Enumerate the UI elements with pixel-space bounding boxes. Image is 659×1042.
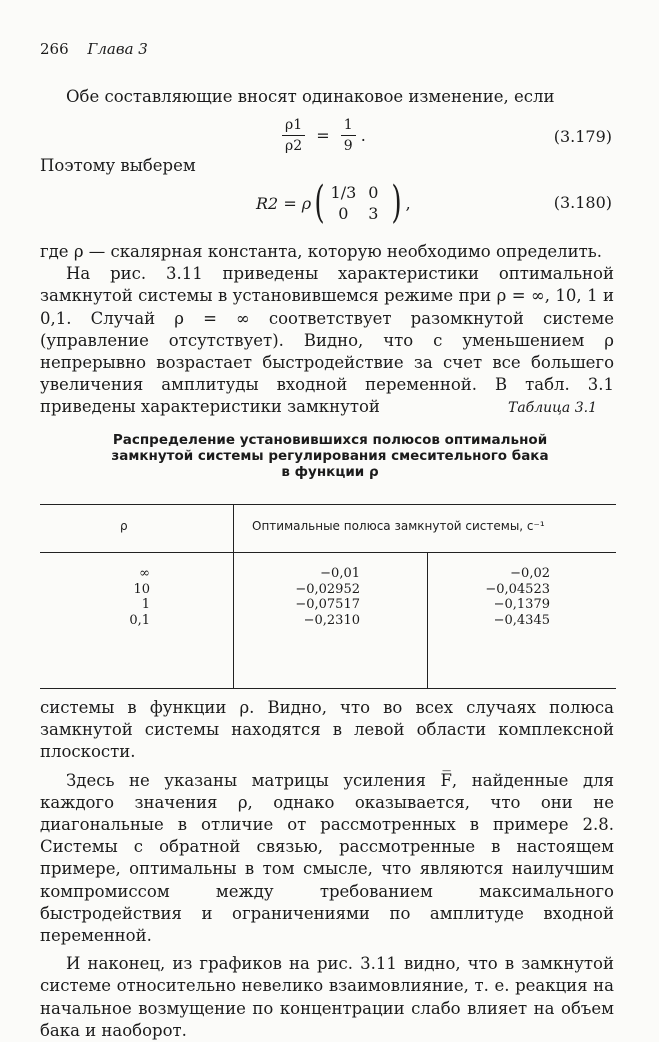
table-cell: −0,01	[320, 566, 360, 581]
table-header-poles: Оптимальные полюса замкнутой системы, с⁻¹	[252, 519, 545, 533]
chapter-title: Глава 3	[87, 40, 148, 58]
table-title: Распределение установившихся полюсов оптимальной замкнутой системы регулирования смесительного бака в функции ρ	[111, 432, 549, 480]
table-header-rho: ρ	[120, 519, 128, 533]
fraction-rho: $\frac{\rho 1}{\rho 2}$	[282, 117, 305, 154]
paragraph-text: системы в функции ρ. Видно, что во всех случаях полюса замкнутой системы находятся в левой области комплексной плоскости.	[40, 698, 614, 762]
table-cell: 0,1	[129, 612, 150, 628]
paragraph-3	[40, 241, 614, 419]
table-cell: −0,1379	[493, 597, 550, 612]
paragraph-text: И наконец, из графиков на рис. 3.11 видно, что в замкнутой системе относительно невелико взаимовлияние, т. е. реакция на начальное возмущение по концентрации слабо влияет на объем бака и наоборот.	[40, 954, 614, 1040]
paragraph-text: На рис. 3.11 приведены характеристики оптимальной замкнутой системы в установившемся режиме при ρ = ∞, 10, 1 и 0,1. Случай ρ = ∞ соответствует разомкнутой системе (управление отсутствует). Видно, что с уменьшением ρ непрерывно возрастает быстродействие за счет все большего увеличения амплитуды входной переменной. В табл. 3.1 приведены характеристики замкнутой	[40, 264, 614, 417]
equation-3-179: $\frac{\rho 1}{\rho 2}$ = $\frac{1}{9}$ .	[282, 117, 366, 154]
table-cell: −0,02	[510, 566, 550, 581]
table-cell: −0,2310	[303, 612, 360, 628]
table-column-pole-2	[460, 566, 550, 628]
paragraph-text: Здесь не указаны матрицы усиления F̅, найденные для каждого значения ρ, однако оказывается, что они не диагональные в отличие от рассмотренных в примере 2.8. Системы с обратной связью, рассмотренные в настоящем примере, оптимальны в том смысле, что являются наилучшим компромиссом между требованием максимального быстродействия и ограничениями по амплитуде входной переменной.	[40, 770, 614, 946]
table-column-pole-1	[270, 566, 360, 628]
table-top-rule	[40, 504, 616, 505]
paragraph-text: Обе составляющие вносят одинаковое изменение, если	[66, 87, 555, 106]
page-number: 266	[40, 40, 69, 58]
table-caption: Таблица 3.1	[508, 400, 597, 416]
table-cell: ∞	[139, 566, 150, 581]
paragraph-2	[40, 155, 614, 177]
equation-3-180: R2 = ρ ( 1/3 0 0 3 ) ,	[256, 177, 411, 228]
page-header	[40, 40, 148, 58]
fraction-value: $\frac{1}{9}$	[341, 117, 356, 154]
equation-lhs: R2 = ρ	[256, 193, 312, 213]
table-cell: −0,4345	[493, 612, 550, 628]
equation-number-3-180: (3.180)	[553, 193, 612, 212]
matrix: ( 1/3 0 0 3 )	[314, 177, 403, 228]
paragraph-text: Поэтому выберем	[40, 156, 196, 175]
paragraph-4	[40, 697, 614, 1042]
equation-number-3-179: (3.179)	[553, 127, 612, 146]
table-cell: −0,02952	[295, 581, 360, 597]
table-bottom-rule	[40, 688, 616, 689]
table-column-rho	[60, 566, 150, 628]
table-cell: 1	[141, 597, 150, 612]
table-header-rule	[40, 552, 616, 553]
paragraph-1	[40, 86, 614, 108]
paragraph-text: где ρ — скалярная константа, которую необходимо определить.	[40, 242, 602, 261]
table-cell: −0,07517	[295, 597, 360, 612]
table-cell: 10	[133, 581, 150, 597]
table-cell: −0,04523	[485, 581, 550, 597]
table-column-divider	[427, 552, 428, 688]
table-column-divider	[233, 504, 234, 688]
